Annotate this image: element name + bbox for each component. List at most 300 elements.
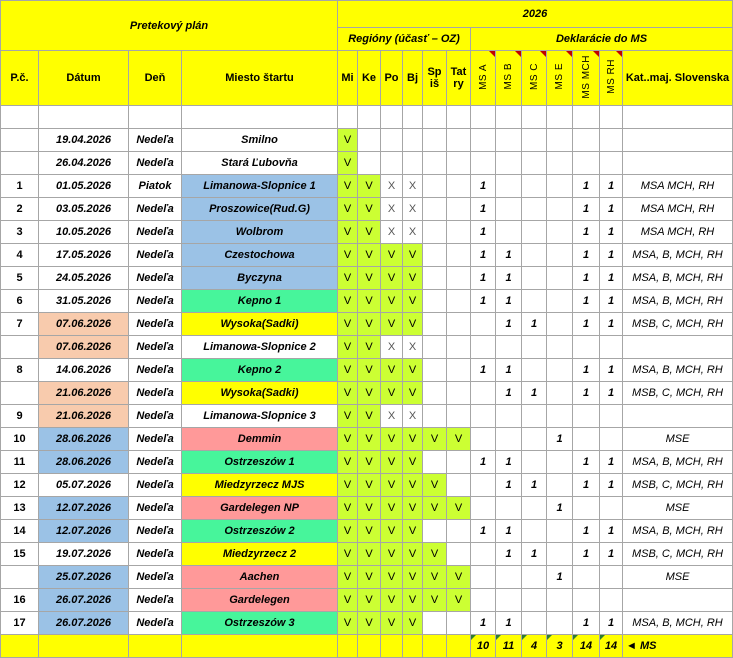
row-region-po: V xyxy=(381,566,403,589)
row-ms-rh: 1 xyxy=(600,313,623,336)
row-category xyxy=(623,336,733,359)
page-title: Pretekový plán xyxy=(1,1,338,51)
row-ms-mch: 1 xyxy=(573,359,600,382)
row-region-bj: V xyxy=(403,451,423,474)
row-region-ke: V xyxy=(358,589,381,612)
row-region-po: V xyxy=(381,267,403,290)
row-ms-rh xyxy=(600,336,623,359)
row-ms-e xyxy=(547,589,573,612)
row-ms-mch: 1 xyxy=(573,474,600,497)
row-ms-c xyxy=(522,244,547,267)
header-category xyxy=(623,51,733,106)
table-row[interactable] xyxy=(1,313,733,336)
row-region-spis xyxy=(423,451,447,474)
row-category: MSB, C, MCH, RH xyxy=(623,382,733,405)
row-number xyxy=(1,336,39,359)
row-category: MSA, B, MCH, RH xyxy=(623,520,733,543)
row-ms-rh xyxy=(600,428,623,451)
table-row[interactable] xyxy=(1,405,733,428)
row-region-spis: V xyxy=(423,543,447,566)
row-region-bj: V xyxy=(403,267,423,290)
row-region-tatry: V xyxy=(447,566,471,589)
row-region-ke: V xyxy=(358,451,381,474)
row-ms-mch: 1 xyxy=(573,520,600,543)
header-place: Miesto štartu xyxy=(182,51,338,106)
row-region-po: X xyxy=(381,198,403,221)
row-region-bj: V xyxy=(403,290,423,313)
row-region-mi: V xyxy=(338,566,358,589)
row-region-ke: V xyxy=(358,612,381,635)
totals-empty xyxy=(129,635,182,658)
total-ms-rh: 14 xyxy=(600,635,623,658)
row-ms-b: 1 xyxy=(496,543,522,566)
row-ms-c: 1 xyxy=(522,313,547,336)
row-ms-b: 1 xyxy=(496,451,522,474)
row-region-bj: V xyxy=(403,612,423,635)
row-ms-a: 1 xyxy=(471,175,496,198)
row-region-spis xyxy=(423,129,447,152)
row-category xyxy=(623,589,733,612)
row-ms-mch: 1 xyxy=(573,543,600,566)
row-region-po: V xyxy=(381,313,403,336)
row-day: Nedeľa xyxy=(129,543,182,566)
row-ms-a: 1 xyxy=(471,221,496,244)
row-region-bj: X xyxy=(403,175,423,198)
row-place: Proszowice(Rud.G) xyxy=(182,198,338,221)
row-place: Kepno 2 xyxy=(182,359,338,382)
row-region-bj: V xyxy=(403,244,423,267)
table-row[interactable] xyxy=(1,359,733,382)
row-region-po: V xyxy=(381,359,403,382)
row-region-spis xyxy=(423,405,447,428)
row-region-spis: V xyxy=(423,474,447,497)
row-place: Czestochowa xyxy=(182,244,338,267)
table-row[interactable] xyxy=(1,451,733,474)
row-region-mi: V xyxy=(338,129,358,152)
table-row[interactable] xyxy=(1,267,733,290)
row-number: 5 xyxy=(1,267,39,290)
row-ms-a xyxy=(471,382,496,405)
row-region-po: V xyxy=(381,382,403,405)
table-row[interactable] xyxy=(1,129,733,152)
row-day: Nedeľa xyxy=(129,612,182,635)
row-date: 07.06.2026 xyxy=(39,313,129,336)
row-region-mi: V xyxy=(338,405,358,428)
total-ms-e: 3 xyxy=(547,635,573,658)
row-ms-mch xyxy=(573,566,600,589)
row-ms-e xyxy=(547,405,573,428)
table-row[interactable] xyxy=(1,290,733,313)
row-region-po: V xyxy=(381,612,403,635)
header-ms-b-label: MS B xyxy=(503,63,514,90)
row-region-bj: V xyxy=(403,566,423,589)
row-region-po xyxy=(381,129,403,152)
row-number: 1 xyxy=(1,175,39,198)
row-ms-c xyxy=(522,221,547,244)
row-ms-e xyxy=(547,474,573,497)
row-category: MSA, B, MCH, RH xyxy=(623,267,733,290)
table-row[interactable] xyxy=(1,175,733,198)
row-ms-b xyxy=(496,175,522,198)
row-region-po: X xyxy=(381,221,403,244)
row-date: 03.05.2026 xyxy=(39,198,129,221)
row-ms-b xyxy=(496,566,522,589)
row-ms-e xyxy=(547,267,573,290)
row-region-bj: V xyxy=(403,589,423,612)
row-place: Limanowa-Slopnice 2 xyxy=(182,336,338,359)
header-region-mi: Mi xyxy=(338,51,358,106)
row-ms-b: 1 xyxy=(496,313,522,336)
row-day: Nedeľa xyxy=(129,405,182,428)
row-region-mi: V xyxy=(338,244,358,267)
row-region-tatry xyxy=(447,382,471,405)
row-region-mi: V xyxy=(338,152,358,175)
header-ms-mch xyxy=(573,51,600,106)
row-region-tatry xyxy=(447,198,471,221)
row-region-ke: V xyxy=(358,382,381,405)
row-place: Demmin xyxy=(182,428,338,451)
row-place: Wysoka(Sadki) xyxy=(182,313,338,336)
row-number: 11 xyxy=(1,451,39,474)
row-day: Nedeľa xyxy=(129,152,182,175)
row-region-po: X xyxy=(381,175,403,198)
row-place: Kepno 1 xyxy=(182,290,338,313)
row-region-po: V xyxy=(381,589,403,612)
row-region-spis xyxy=(423,221,447,244)
spacer-row xyxy=(1,106,733,129)
row-ms-b: 1 xyxy=(496,359,522,382)
table-row[interactable] xyxy=(1,152,733,175)
row-ms-rh: 1 xyxy=(600,198,623,221)
row-region-mi: V xyxy=(338,428,358,451)
table-row[interactable] xyxy=(1,244,733,267)
row-day: Nedeľa xyxy=(129,566,182,589)
row-ms-rh xyxy=(600,405,623,428)
row-ms-rh xyxy=(600,566,623,589)
table-row[interactable] xyxy=(1,428,733,451)
row-date: 07.06.2026 xyxy=(39,336,129,359)
row-region-spis xyxy=(423,359,447,382)
row-region-tatry xyxy=(447,474,471,497)
row-ms-c xyxy=(522,428,547,451)
total-ms-c: 4 xyxy=(522,635,547,658)
row-region-ke: V xyxy=(358,336,381,359)
row-ms-mch xyxy=(573,336,600,359)
row-place: Miedzyrzecz MJS xyxy=(182,474,338,497)
row-region-po: V xyxy=(381,290,403,313)
row-category: MSE xyxy=(623,566,733,589)
row-ms-mch: 1 xyxy=(573,198,600,221)
row-region-spis xyxy=(423,198,447,221)
table-row[interactable] xyxy=(1,382,733,405)
header-ms-e xyxy=(547,51,573,106)
row-region-spis xyxy=(423,336,447,359)
row-ms-c xyxy=(522,175,547,198)
row-category: MSA MCH, RH xyxy=(623,221,733,244)
totals-empty xyxy=(423,635,447,658)
row-region-spis xyxy=(423,382,447,405)
row-ms-b xyxy=(496,336,522,359)
row-date: 25.07.2026 xyxy=(39,566,129,589)
row-ms-a xyxy=(471,589,496,612)
table-row[interactable] xyxy=(1,221,733,244)
row-ms-b: 1 xyxy=(496,244,522,267)
row-ms-b xyxy=(496,129,522,152)
row-region-ke xyxy=(358,129,381,152)
totals-empty xyxy=(381,635,403,658)
row-day: Nedeľa xyxy=(129,428,182,451)
row-number: 9 xyxy=(1,405,39,428)
totals-empty xyxy=(403,635,423,658)
row-ms-rh: 1 xyxy=(600,382,623,405)
row-place: Miedzyrzecz 2 xyxy=(182,543,338,566)
row-region-ke: V xyxy=(358,497,381,520)
row-region-mi: V xyxy=(338,612,358,635)
row-number: 14 xyxy=(1,520,39,543)
row-day: Nedeľa xyxy=(129,497,182,520)
row-region-mi: V xyxy=(338,382,358,405)
row-ms-e xyxy=(547,382,573,405)
row-region-ke: V xyxy=(358,543,381,566)
row-region-ke: V xyxy=(358,428,381,451)
row-ms-rh xyxy=(600,497,623,520)
row-place: Wolbrom xyxy=(182,221,338,244)
row-place: Limanowa-Slopnice 3 xyxy=(182,405,338,428)
row-ms-b: 1 xyxy=(496,290,522,313)
table-row[interactable] xyxy=(1,497,733,520)
row-region-ke: V xyxy=(358,520,381,543)
row-region-mi: V xyxy=(338,267,358,290)
row-ms-b: 1 xyxy=(496,612,522,635)
row-ms-mch xyxy=(573,129,600,152)
row-place: Ostrzeszów 3 xyxy=(182,612,338,635)
header-ms-c xyxy=(522,51,547,106)
row-region-po: V xyxy=(381,451,403,474)
row-ms-rh: 1 xyxy=(600,543,623,566)
row-day: Nedeľa xyxy=(129,359,182,382)
row-ms-c: 1 xyxy=(522,474,547,497)
row-ms-a xyxy=(471,543,496,566)
row-ms-a: 1 xyxy=(471,267,496,290)
row-number xyxy=(1,382,39,405)
row-region-tatry xyxy=(447,129,471,152)
row-category: MSA, B, MCH, RH xyxy=(623,451,733,474)
row-ms-c xyxy=(522,520,547,543)
row-ms-e xyxy=(547,290,573,313)
row-number: 16 xyxy=(1,589,39,612)
row-category: MSB, C, MCH, RH xyxy=(623,313,733,336)
row-ms-c: 1 xyxy=(522,382,547,405)
row-region-tatry xyxy=(447,221,471,244)
header-ms-mch-label: MS MCH xyxy=(580,54,592,99)
row-day: Nedeľa xyxy=(129,290,182,313)
row-date: 26.07.2026 xyxy=(39,589,129,612)
row-date: 21.06.2026 xyxy=(39,405,129,428)
totals-empty xyxy=(358,635,381,658)
row-ms-e xyxy=(547,129,573,152)
row-number: 15 xyxy=(1,543,39,566)
header-region-tatry xyxy=(447,51,471,106)
row-ms-a xyxy=(471,152,496,175)
row-region-mi: V xyxy=(338,198,358,221)
row-region-ke: V xyxy=(358,405,381,428)
row-region-spis: V xyxy=(423,497,447,520)
row-region-spis xyxy=(423,290,447,313)
row-ms-a: 1 xyxy=(471,290,496,313)
row-region-spis xyxy=(423,152,447,175)
row-place: Gardelegen NP xyxy=(182,497,338,520)
row-region-po: X xyxy=(381,336,403,359)
totals-empty xyxy=(182,635,338,658)
total-ms-b: 11 xyxy=(496,635,522,658)
row-date: 14.06.2026 xyxy=(39,359,129,382)
row-ms-mch: 1 xyxy=(573,267,600,290)
row-region-spis xyxy=(423,612,447,635)
row-category: MSE xyxy=(623,497,733,520)
table-row[interactable] xyxy=(1,336,733,359)
row-region-bj: V xyxy=(403,359,423,382)
row-ms-e: 1 xyxy=(547,566,573,589)
row-number xyxy=(1,129,39,152)
row-region-bj: X xyxy=(403,405,423,428)
row-ms-b xyxy=(496,428,522,451)
row-region-po: V xyxy=(381,543,403,566)
row-ms-mch: 1 xyxy=(573,451,600,474)
row-category: MSA MCH, RH xyxy=(623,198,733,221)
table-row[interactable] xyxy=(1,198,733,221)
row-ms-e xyxy=(547,451,573,474)
row-date: 24.05.2026 xyxy=(39,267,129,290)
row-region-po: V xyxy=(381,244,403,267)
header-region-tatry-label: Tat ry xyxy=(450,66,467,90)
row-ms-e xyxy=(547,152,573,175)
row-category: MSA, B, MCH, RH xyxy=(623,612,733,635)
table-row[interactable] xyxy=(1,520,733,543)
row-ms-c xyxy=(522,336,547,359)
table-row[interactable] xyxy=(1,543,733,566)
header-ms-a-label: MS A xyxy=(477,63,489,90)
row-day: Nedeľa xyxy=(129,313,182,336)
row-region-tatry xyxy=(447,520,471,543)
row-region-tatry xyxy=(447,451,471,474)
row-category xyxy=(623,129,733,152)
row-region-tatry xyxy=(447,267,471,290)
row-ms-rh xyxy=(600,129,623,152)
table-row[interactable] xyxy=(1,566,733,589)
row-category: MSB, C, MCH, RH xyxy=(623,543,733,566)
row-ms-rh: 1 xyxy=(600,359,623,382)
row-region-bj: V xyxy=(403,382,423,405)
row-number: 3 xyxy=(1,221,39,244)
row-ms-rh: 1 xyxy=(600,175,623,198)
row-ms-c xyxy=(522,198,547,221)
row-region-ke xyxy=(358,152,381,175)
row-ms-mch: 1 xyxy=(573,290,600,313)
row-region-bj xyxy=(403,152,423,175)
row-region-mi: V xyxy=(338,313,358,336)
row-ms-rh: 1 xyxy=(600,244,623,267)
row-region-ke: V xyxy=(358,290,381,313)
row-region-spis xyxy=(423,313,447,336)
row-ms-a xyxy=(471,405,496,428)
header-ms-rh xyxy=(600,51,623,106)
year-label: 2026 xyxy=(338,1,733,28)
row-date: 12.07.2026 xyxy=(39,497,129,520)
row-region-ke: V xyxy=(358,175,381,198)
row-region-mi: V xyxy=(338,221,358,244)
totals-empty xyxy=(1,635,39,658)
row-ms-c xyxy=(522,405,547,428)
row-region-tatry: V xyxy=(447,589,471,612)
row-number: 6 xyxy=(1,290,39,313)
header-region-spis-label: Sp iš xyxy=(427,66,442,90)
row-ms-a: 1 xyxy=(471,198,496,221)
totals-empty xyxy=(39,635,129,658)
row-date: 10.05.2026 xyxy=(39,221,129,244)
row-ms-rh xyxy=(600,152,623,175)
row-region-tatry xyxy=(447,290,471,313)
row-region-tatry xyxy=(447,336,471,359)
row-ms-c xyxy=(522,359,547,382)
row-ms-b: 1 xyxy=(496,267,522,290)
row-place: Aachen xyxy=(182,566,338,589)
total-ms-a: 10 xyxy=(471,635,496,658)
total-ms-mch: 14 xyxy=(573,635,600,658)
row-ms-c xyxy=(522,612,547,635)
table-row[interactable] xyxy=(1,589,733,612)
row-region-po: V xyxy=(381,520,403,543)
row-day: Nedeľa xyxy=(129,589,182,612)
row-place: Wysoka(Sadki) xyxy=(182,382,338,405)
header-ms-rh-label: MS RH xyxy=(605,59,617,94)
row-date: 26.07.2026 xyxy=(39,612,129,635)
row-ms-a: 1 xyxy=(471,520,496,543)
header-category-label: Kat..maj. Slovenska xyxy=(625,72,730,84)
row-region-mi: V xyxy=(338,336,358,359)
row-region-spis xyxy=(423,520,447,543)
row-region-mi: V xyxy=(338,589,358,612)
row-ms-c xyxy=(522,267,547,290)
row-day: Nedeľa xyxy=(129,267,182,290)
row-ms-e xyxy=(547,313,573,336)
row-date: 05.07.2026 xyxy=(39,474,129,497)
row-ms-rh xyxy=(600,589,623,612)
row-region-ke: V xyxy=(358,359,381,382)
row-category: MSA MCH, RH xyxy=(623,175,733,198)
row-ms-a xyxy=(471,336,496,359)
row-ms-mch: 1 xyxy=(573,612,600,635)
row-ms-mch: 1 xyxy=(573,244,600,267)
row-ms-e xyxy=(547,612,573,635)
table-row[interactable] xyxy=(1,612,733,635)
table-row[interactable] xyxy=(1,474,733,497)
header-ms-a xyxy=(471,51,496,106)
row-ms-a: 1 xyxy=(471,359,496,382)
row-ms-b xyxy=(496,198,522,221)
row-place: Smilno xyxy=(182,129,338,152)
row-ms-rh: 1 xyxy=(600,221,623,244)
row-day: Piatok xyxy=(129,175,182,198)
row-region-mi: V xyxy=(338,497,358,520)
row-region-spis: V xyxy=(423,566,447,589)
row-date: 28.06.2026 xyxy=(39,428,129,451)
row-region-po: V xyxy=(381,428,403,451)
row-ms-e: 1 xyxy=(547,428,573,451)
row-region-mi: V xyxy=(338,290,358,313)
row-ms-e xyxy=(547,221,573,244)
row-category: MSA, B, MCH, RH xyxy=(623,359,733,382)
row-ms-a xyxy=(471,313,496,336)
